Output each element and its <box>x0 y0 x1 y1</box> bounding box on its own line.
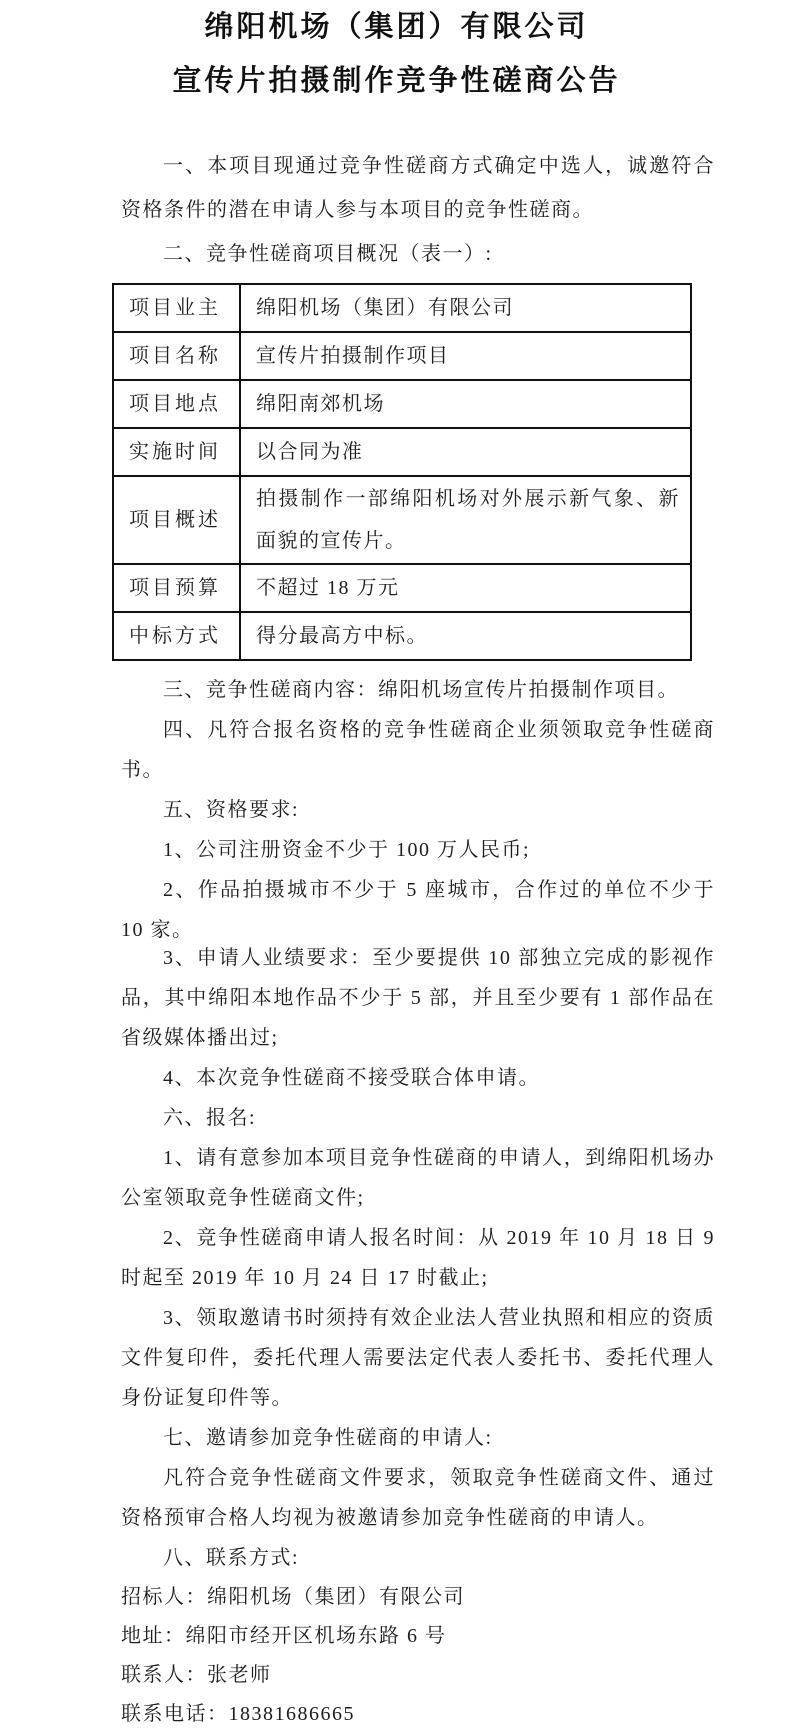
paragraph-section-seven: 七、邀请参加竞争性磋商的申请人: <box>163 1427 493 1449</box>
contact-person: 联系人：张老师 <box>121 1664 272 1686</box>
table-label: 中标方式 <box>113 612 240 660</box>
contact-block <box>121 1578 715 1734</box>
table-row-project-name <box>113 332 691 380</box>
table-row-project-location <box>113 380 691 428</box>
paragraph-intro-1: 一、本项目现通过竞争性磋商方式确定中选人，诚邀符合资格条件的潜在申请人参与本项目的竞争性磋商。 <box>121 155 715 221</box>
project-overview-table <box>112 283 692 661</box>
table-value: 拍摄制作一部绵阳机场对外展示新气象、新面貌的宣传片。 <box>240 476 691 564</box>
document-title-line2: 宣传片拍摄制作竞争性磋商公告 <box>172 65 621 97</box>
contact-address: 地址：绵阳市经开区机场东路 6 号 <box>121 1625 447 1647</box>
paragraph-intro-2: 二、竞争性磋商项目概况（表一）: <box>163 243 493 265</box>
table-label: 项目概述 <box>113 476 240 564</box>
table-value: 不超过 18 万元 <box>240 564 691 612</box>
paragraph-qualification-1: 1、公司注册资金不少于 100 万人民币; <box>163 839 531 861</box>
paragraph-section-eight: 八、联系方式: <box>163 1547 300 1569</box>
table-value: 得分最高方中标。 <box>240 612 691 660</box>
paragraph-registration-3: 3、领取邀请书时须持有效企业法人营业执照和相应的资质文件复印件，委托代理人需要法定代表人委托书、委托代理人身份证复印件等。 <box>121 1307 715 1409</box>
table-value: 宣传片拍摄制作项目 <box>240 332 691 380</box>
table-row-project-budget <box>113 564 691 612</box>
table-row-award-method <box>113 612 691 660</box>
paragraph-registration-1: 1、请有意参加本项目竞争性磋商的申请人，到绵阳机场办公室领取竞争性磋商文件; <box>121 1147 715 1209</box>
table-label: 项目名称 <box>113 332 240 380</box>
table-value: 以合同为准 <box>240 428 691 476</box>
paragraph-registration-2: 2、竞争性磋商申请人报名时间：从 2019 年 10 月 18 日 9 时起至 2019 年 10 月 24 日 17 时截止; <box>121 1227 715 1289</box>
table-label: 项目地点 <box>113 380 240 428</box>
paragraph-qualification-3: 3、申请人业绩要求：至少要提供 10 部独立完成的影视作品，其中绵阳本地作品不少于 5 部，并且至少要有 1 部作品在省级媒体播出过; <box>121 947 715 1049</box>
paragraph-qualification-4: 4、本次竞争性磋商不接受联合体申请。 <box>163 1067 540 1089</box>
table-label: 项目预算 <box>113 564 240 612</box>
paragraph-section-five: 五、资格要求: <box>163 799 300 821</box>
table-label: 项目业主 <box>113 284 240 332</box>
table-row-project-owner <box>113 284 691 332</box>
paragraph-invitation-note: 凡符合竞争性磋商文件要求，领取竞争性磋商文件、通过资格预审合格人均视为被邀请参加竞争性磋商的申请人。 <box>121 1467 715 1529</box>
paragraph-section-three: 三、竞争性磋商内容：绵阳机场宣传片拍摄制作项目。 <box>163 679 679 701</box>
table-value: 绵阳南郊机场 <box>240 380 691 428</box>
document-title-line1: 绵阳机场（集团）有限公司 <box>204 11 589 43</box>
paragraph-qualification-2: 2、作品拍摄城市不少于 5 座城市，合作过的单位不少于 10 家。 <box>121 879 715 941</box>
contact-tenderer: 招标人：绵阳机场（集团）有限公司 <box>121 1586 465 1608</box>
contact-phone: 联系电话：18381686665 <box>121 1703 355 1725</box>
table-label: 实施时间 <box>113 428 240 476</box>
table-value: 绵阳机场（集团）有限公司 <box>240 284 691 332</box>
table-row-project-summary <box>113 476 691 564</box>
paragraph-section-four: 四、凡符合报名资格的竞争性磋商企业须领取竞争性磋商书。 <box>121 719 715 781</box>
table-row-implementation-time <box>113 428 691 476</box>
paragraph-section-six: 六、报名: <box>163 1107 257 1129</box>
